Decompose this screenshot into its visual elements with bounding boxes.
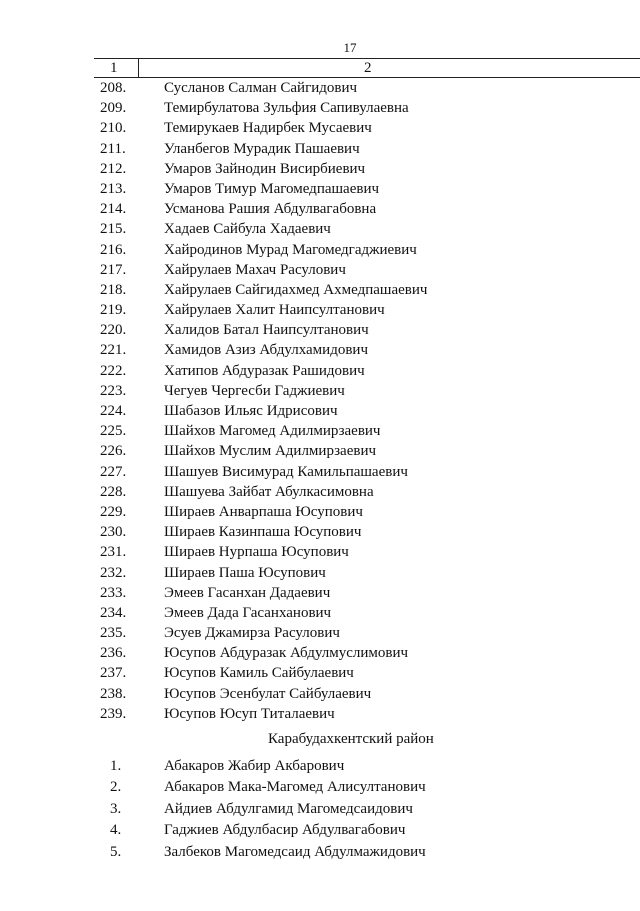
list-item xyxy=(0,522,640,542)
person-name: Шашуева Зайбат Абулкасимовна xyxy=(164,483,374,500)
person-name: Шайхов Магомед Адилмирзаевич xyxy=(164,423,381,440)
list-item xyxy=(0,199,640,219)
list-item xyxy=(0,441,640,461)
section-title: Карабудахкентский район xyxy=(268,731,434,747)
list-item xyxy=(0,623,640,643)
person-name: Темирукаев Надирбек Мусаевич xyxy=(164,120,372,137)
person-name: Темирбулатова Зульфия Сапивулаевна xyxy=(164,100,409,117)
list-item xyxy=(0,361,640,381)
list-item xyxy=(0,482,640,502)
item-number: 231. xyxy=(100,544,127,561)
item-number: 216. xyxy=(100,241,127,258)
list-item xyxy=(0,756,640,777)
list-item xyxy=(0,563,640,583)
item-number: 232. xyxy=(100,564,127,581)
person-name: Хамидов Азиз Абдулхамидович xyxy=(164,342,368,359)
list-item xyxy=(0,777,640,798)
person-name: Сусланов Салман Сайгидович xyxy=(164,80,358,96)
list-item xyxy=(0,219,640,239)
person-name: Хайрулаев Халит Наипсултанович xyxy=(164,302,385,319)
list-item xyxy=(0,502,640,522)
list-item xyxy=(0,542,640,562)
list-item xyxy=(0,78,640,98)
item-number: 234. xyxy=(100,604,127,621)
list-item xyxy=(0,462,640,482)
item-number: 228. xyxy=(100,483,127,500)
item-number: 215. xyxy=(100,221,127,238)
person-name: Эмеев Гасанхан Дадаевич xyxy=(164,584,331,601)
item-number: 233. xyxy=(100,584,127,601)
list-item xyxy=(0,603,640,623)
person-name: Юсупов Эсенбулат Сайбулаевич xyxy=(164,685,372,702)
item-number: 213. xyxy=(100,180,127,197)
list-item xyxy=(0,139,640,159)
person-name: Залбеков Магомедсаид Абдулмажидович xyxy=(164,843,426,860)
item-number: 236. xyxy=(100,645,127,662)
person-name: Шираев Казинпаша Юсупович xyxy=(164,524,362,541)
person-name: Шабазов Ильяс Идрисович xyxy=(164,403,338,419)
item-number: 2. xyxy=(110,779,122,796)
list-item xyxy=(0,300,640,320)
list-item xyxy=(0,179,640,199)
column-divider xyxy=(138,59,139,77)
person-name: Чегуев Чергесби Гаджиевич xyxy=(164,382,345,399)
item-number: 221. xyxy=(100,342,127,359)
item-number: 214. xyxy=(100,201,127,218)
person-name: Юсупов Юсуп Титалаевич xyxy=(164,705,335,722)
person-name: Эсуев Джамирза Расулович xyxy=(164,625,340,642)
person-name: Хадаев Сайбула Хадаевич xyxy=(164,221,331,238)
list-item xyxy=(0,381,640,401)
list-item xyxy=(0,684,640,704)
list-item xyxy=(0,240,640,260)
person-name: Шашуев Висимурад Камильпашаевич xyxy=(164,463,408,480)
item-number: 220. xyxy=(100,322,127,339)
column-header-number: 1 xyxy=(110,60,118,76)
item-number: 237. xyxy=(100,665,127,682)
table-header xyxy=(94,58,640,78)
section-name-list xyxy=(0,756,640,863)
person-name: Шираев Анварпаша Юсупович xyxy=(164,503,363,520)
name-list xyxy=(0,78,640,724)
person-name: Юсупов Абдуразак Абдулмуслимович xyxy=(164,645,409,662)
item-number: 239. xyxy=(100,705,127,722)
list-item xyxy=(0,260,640,280)
item-number: 229. xyxy=(100,503,127,520)
list-item xyxy=(0,820,640,841)
item-number: 218. xyxy=(100,281,127,298)
person-name: Хайрулаев Сайгидахмед Ахмедпашаевич xyxy=(164,281,428,298)
list-item xyxy=(0,159,640,179)
person-name: Гаджиев Абдулбасир Абдулвагабович xyxy=(164,822,406,839)
item-number: 210. xyxy=(100,120,127,137)
person-name: Айдиев Абдулгамид Магомедсаидович xyxy=(164,800,413,817)
item-number: 208. xyxy=(100,80,127,96)
person-name: Хайрулаев Махач Расулович xyxy=(164,261,346,278)
item-number: 223. xyxy=(100,382,127,399)
list-item xyxy=(0,320,640,340)
item-number: 224. xyxy=(100,403,127,419)
person-name: Эмеев Дада Гасанханович xyxy=(164,604,332,621)
person-name: Юсупов Камиль Сайбулаевич xyxy=(164,665,354,682)
item-number: 217. xyxy=(100,261,127,278)
list-item xyxy=(0,583,640,603)
list-item xyxy=(0,421,640,441)
person-name: Шайхов Муслим Адилмирзаевич xyxy=(164,443,377,460)
item-number: 209. xyxy=(100,100,127,117)
person-name: Умаров Тимур Магомедпашаевич xyxy=(164,180,380,197)
person-name: Хатипов Абдуразак Рашидович xyxy=(164,362,365,379)
page-number: 17 xyxy=(343,40,357,55)
list-item xyxy=(0,663,640,683)
item-number: 238. xyxy=(100,685,127,702)
list-item xyxy=(0,118,640,138)
person-name: Умаров Зайнодин Висирбиевич xyxy=(164,160,366,177)
list-item xyxy=(0,643,640,663)
person-name: Хайродинов Мурад Магомедгаджиевич xyxy=(164,241,417,258)
item-number: 226. xyxy=(100,443,127,460)
person-name: Шираев Паша Юсупович xyxy=(164,564,326,581)
item-number: 3. xyxy=(110,800,122,817)
list-item xyxy=(0,704,640,724)
item-number: 230. xyxy=(100,524,127,541)
item-number: 227. xyxy=(100,463,127,480)
list-item xyxy=(0,842,640,863)
list-item xyxy=(0,340,640,360)
item-number: 5. xyxy=(110,843,122,860)
list-item xyxy=(0,799,640,820)
person-name: Абакаров Мака-Магомед Алисултанович xyxy=(164,779,426,796)
item-number: 4. xyxy=(110,822,122,839)
list-item xyxy=(0,401,640,421)
person-name: Уланбегов Мурадик Пашаевич xyxy=(164,140,360,157)
list-item xyxy=(0,98,640,118)
item-number: 211. xyxy=(100,140,126,157)
item-number: 235. xyxy=(100,625,127,642)
item-number: 1. xyxy=(110,758,122,774)
column-header-name: 2 xyxy=(364,60,372,76)
item-number: 222. xyxy=(100,362,127,379)
item-number: 219. xyxy=(100,302,127,319)
item-number: 225. xyxy=(100,423,127,440)
person-name: Шираев Нурпаша Юсупович xyxy=(164,544,349,561)
person-name: Усманова Рашия Абдулвагабовна xyxy=(164,201,377,218)
list-item xyxy=(0,280,640,300)
person-name: Халидов Батал Наипсултанович xyxy=(164,322,369,339)
item-number: 212. xyxy=(100,160,127,177)
person-name: Абакаров Жабир Акбарович xyxy=(164,758,345,774)
